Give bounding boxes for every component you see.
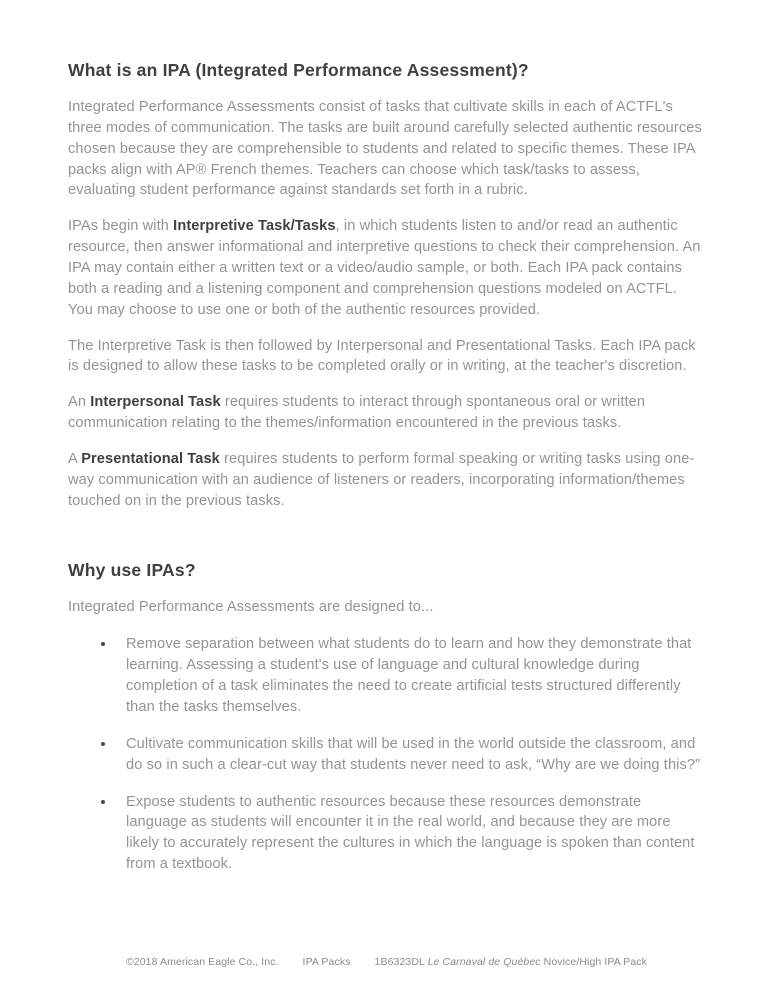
bullet-item: • Expose students to authentic resources because these resources demonstrate language as students will encounter it in the real world, and because they are more likely to accurately represent the cultures in which the language is spoken than content from a textbook. [116,792,705,875]
bullet-item: • Remove separation between what students do to learn and how they demonstrate that learning. Assessing a student's use of language and cultural knowledge during completion of a task eliminates the need to create artificial tests structured differently than the tasks themselves. [116,634,705,717]
paragraph-text: , in which students listen to and/or read an authentic resource, then answer informational and interpretive questions to check their comprehension. An IPA may contain either a written text or a video/audio sample, or both. Each IPA pack contains both a reading and a listening component and comprehension questions modeled on ACTFL. You may choose to use one or both of the authentic resources provided. [68,218,701,318]
footer-copyright: ©2018 American Eagle Co., Inc. [125,956,279,968]
paragraph-presentational [68,449,705,512]
benefits-list [68,634,705,875]
bullet-item: • Cultivate communication skills that will be used in the world outside the classroom, and do so in such a clear-cut way that students never need to ask, “Why are we doing this?” [116,734,705,776]
paragraph-why-intro: Integrated Performance Assessments are designed to... [68,598,434,615]
paragraph-interpersonal [68,392,705,434]
paragraph-text: requires students to perform formal speaking or writing tasks using one-way communication with an audience of listeners or readers, incorporating information/themes touched on in the previous tasks. [68,451,695,509]
footer-product-name: IPA Packs [302,956,351,968]
footer-pack-title: Le Carnaval de Québec [427,956,541,968]
paragraph-interpretive [68,216,705,320]
section-title-what-is-ipa: What is an IPA (Integrated Performance Assessment)? [68,60,529,80]
interpersonal-task-label: Interpersonal Task [90,394,221,411]
paragraph-text: An [68,394,91,411]
section-title-why-use-ipas: Why use IPAs? [68,559,196,580]
paragraph-text: requires students to interact through spontaneous oral or written communication relating to the themes/information encountered in the previous tasks. [68,394,646,432]
footer-pack-code: 1B6323DL [374,956,425,968]
presentational-task-label: Presentational Task [81,451,220,468]
paragraph-followed-by: The Interpretive Task is then followed by Interpersonal and Presentational Tasks. Each IPA pack is designed to allow these tasks to be completed orally or in writing, at the teacher's discretion. [68,337,696,375]
paragraph-text: IPAs begin with [68,218,174,235]
interpretive-task-label: Interpretive Task/Tasks [173,218,336,235]
page-footer [0,956,773,968]
paragraph-text: A [68,451,82,468]
footer-pack-id [375,956,647,968]
footer-pack-level: Novice/High IPA Pack [543,956,648,968]
paragraph-intro: Integrated Performance Assessments consist of tasks that cultivate skills in each of ACTFL's three modes of communication. The tasks are built around carefully selected authentic resources chosen because they are comprehensible to students and related to specific themes. These IPA packs align with AP® French themes. Teachers can choose which task/tasks to assess, evaluating student performance against standards set forth in a rubric. [68,99,702,199]
